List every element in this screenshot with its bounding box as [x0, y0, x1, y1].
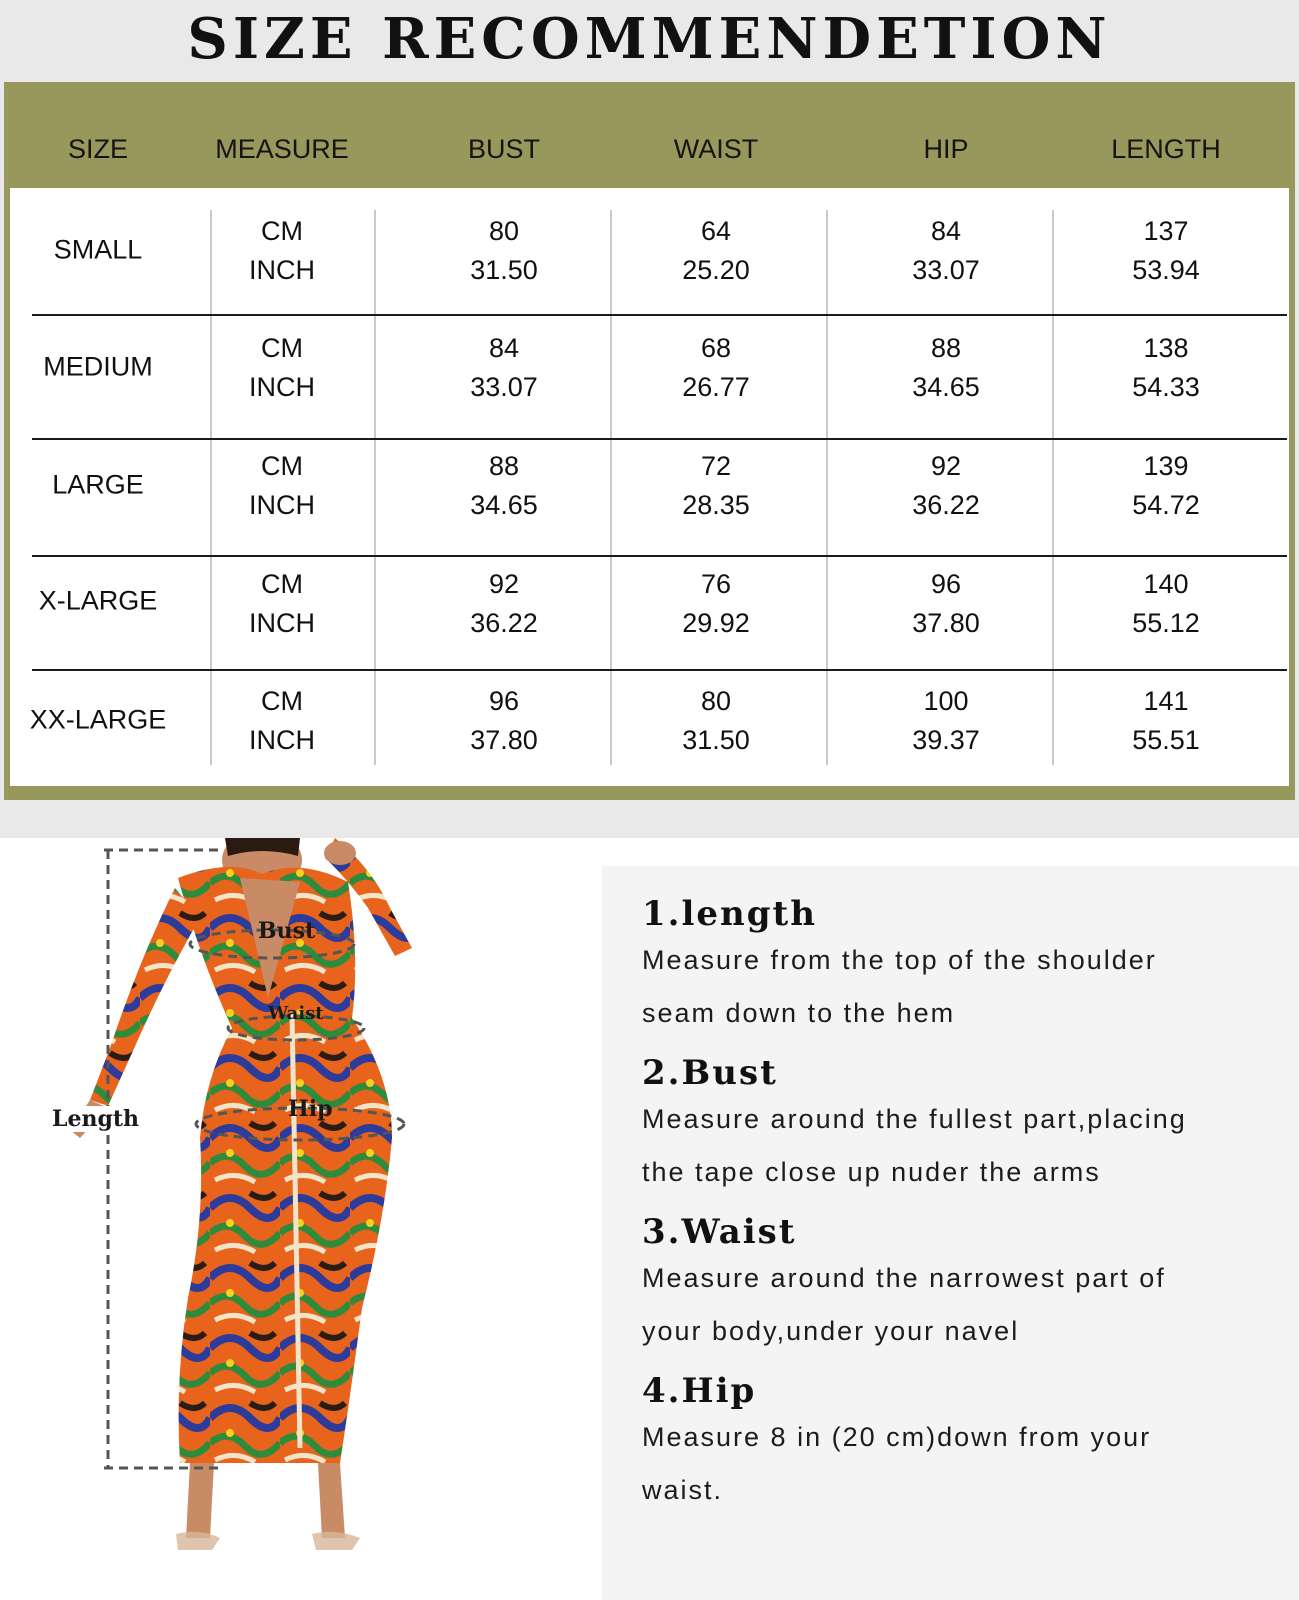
row-divider [32, 555, 1287, 557]
column-divider [826, 210, 828, 765]
hip-cell: 88 34.65 [912, 333, 980, 402]
bust-cell: 80 31.50 [470, 216, 538, 285]
size-cell: X-LARGE [38, 585, 158, 616]
length-label: Length [52, 1106, 140, 1132]
header-measure: MEASURE [215, 134, 349, 164]
bust-cell: 88 34.65 [470, 451, 538, 520]
guide-line: the tape close up nuder the arms [642, 1157, 1101, 1187]
model-figure [0, 838, 602, 1600]
guide-length [642, 894, 1282, 1040]
measure-cell: CM INCH [249, 216, 315, 285]
length-cell: 137 53.94 [1132, 216, 1200, 285]
header-waist: WAIST [673, 134, 759, 164]
measure-cell: CM INCH [249, 686, 315, 755]
waist-cell: 68 26.77 [682, 333, 750, 402]
waist-cell: 72 28.35 [682, 451, 750, 520]
header-length: LENGTH [1111, 134, 1221, 164]
hip-label: Hip [288, 1096, 333, 1122]
column-divider [1052, 210, 1054, 765]
waist-cell: 80 31.50 [682, 686, 750, 755]
table-header [4, 82, 1295, 188]
size-cell: XX-LARGE [29, 704, 167, 735]
size-cell: MEDIUM [43, 351, 153, 382]
hip-cell: 100 39.37 [912, 686, 980, 755]
guide-title: 2.Bust [642, 1053, 778, 1093]
row-divider [32, 669, 1287, 671]
measure-cell: CM INCH [249, 451, 315, 520]
measure-cell: CM INCH [249, 569, 315, 638]
column-divider [374, 210, 376, 765]
bust-cell: 92 36.22 [470, 569, 538, 638]
bust-label: Bust [258, 918, 316, 944]
guide-line: your body,under your navel [642, 1316, 1020, 1346]
bust-cell: 84 33.07 [470, 333, 538, 402]
length-cell: 141 55.51 [1132, 686, 1200, 755]
header-hip: HIP [923, 134, 969, 164]
guide-title: 3.Waist [642, 1212, 797, 1252]
guide-title: 1.length [642, 894, 817, 934]
guide-hip [642, 1371, 1282, 1517]
header-size: SIZE [67, 134, 129, 164]
column-divider [610, 210, 612, 765]
page-title: SIZE RECOMMENDETION [187, 6, 1112, 72]
measurement-guide [602, 866, 1299, 1600]
guide-waist [642, 1212, 1282, 1358]
guide-line: waist. [642, 1475, 724, 1505]
measure-cell: CM INCH [249, 333, 315, 402]
table-body [10, 188, 1289, 786]
column-divider [210, 210, 212, 765]
hip-cell: 84 33.07 [912, 216, 980, 285]
header-bust: BUST [467, 134, 541, 164]
waist-cell: 76 29.92 [682, 569, 750, 638]
size-cell: SMALL [53, 234, 143, 265]
waist-cell: 64 25.20 [682, 216, 750, 285]
length-cell: 139 54.72 [1132, 451, 1200, 520]
hip-cell: 96 37.80 [912, 569, 980, 638]
hip-cell: 92 36.22 [912, 451, 980, 520]
guide-line: seam down to the hem [642, 998, 956, 1028]
guide-line: Measure 8 in (20 cm)down from your [642, 1422, 1152, 1452]
waist-label: Waist [268, 1003, 324, 1024]
guide-line: Measure around the narrowest part of [642, 1263, 1166, 1293]
guide-line: Measure around the fullest part,placing [642, 1104, 1187, 1134]
guide-bust [642, 1053, 1282, 1199]
row-divider [32, 314, 1287, 316]
length-cell: 138 54.33 [1132, 333, 1200, 402]
size-cell: LARGE [52, 469, 144, 500]
length-cell: 140 55.12 [1132, 569, 1200, 638]
guide-title: 4.Hip [642, 1371, 757, 1411]
bust-cell: 96 37.80 [470, 686, 538, 755]
dress-illustration [0, 838, 602, 1600]
guide-line: Measure from the top of the shoulder [642, 945, 1157, 975]
row-divider [32, 438, 1287, 440]
size-table [4, 82, 1295, 800]
